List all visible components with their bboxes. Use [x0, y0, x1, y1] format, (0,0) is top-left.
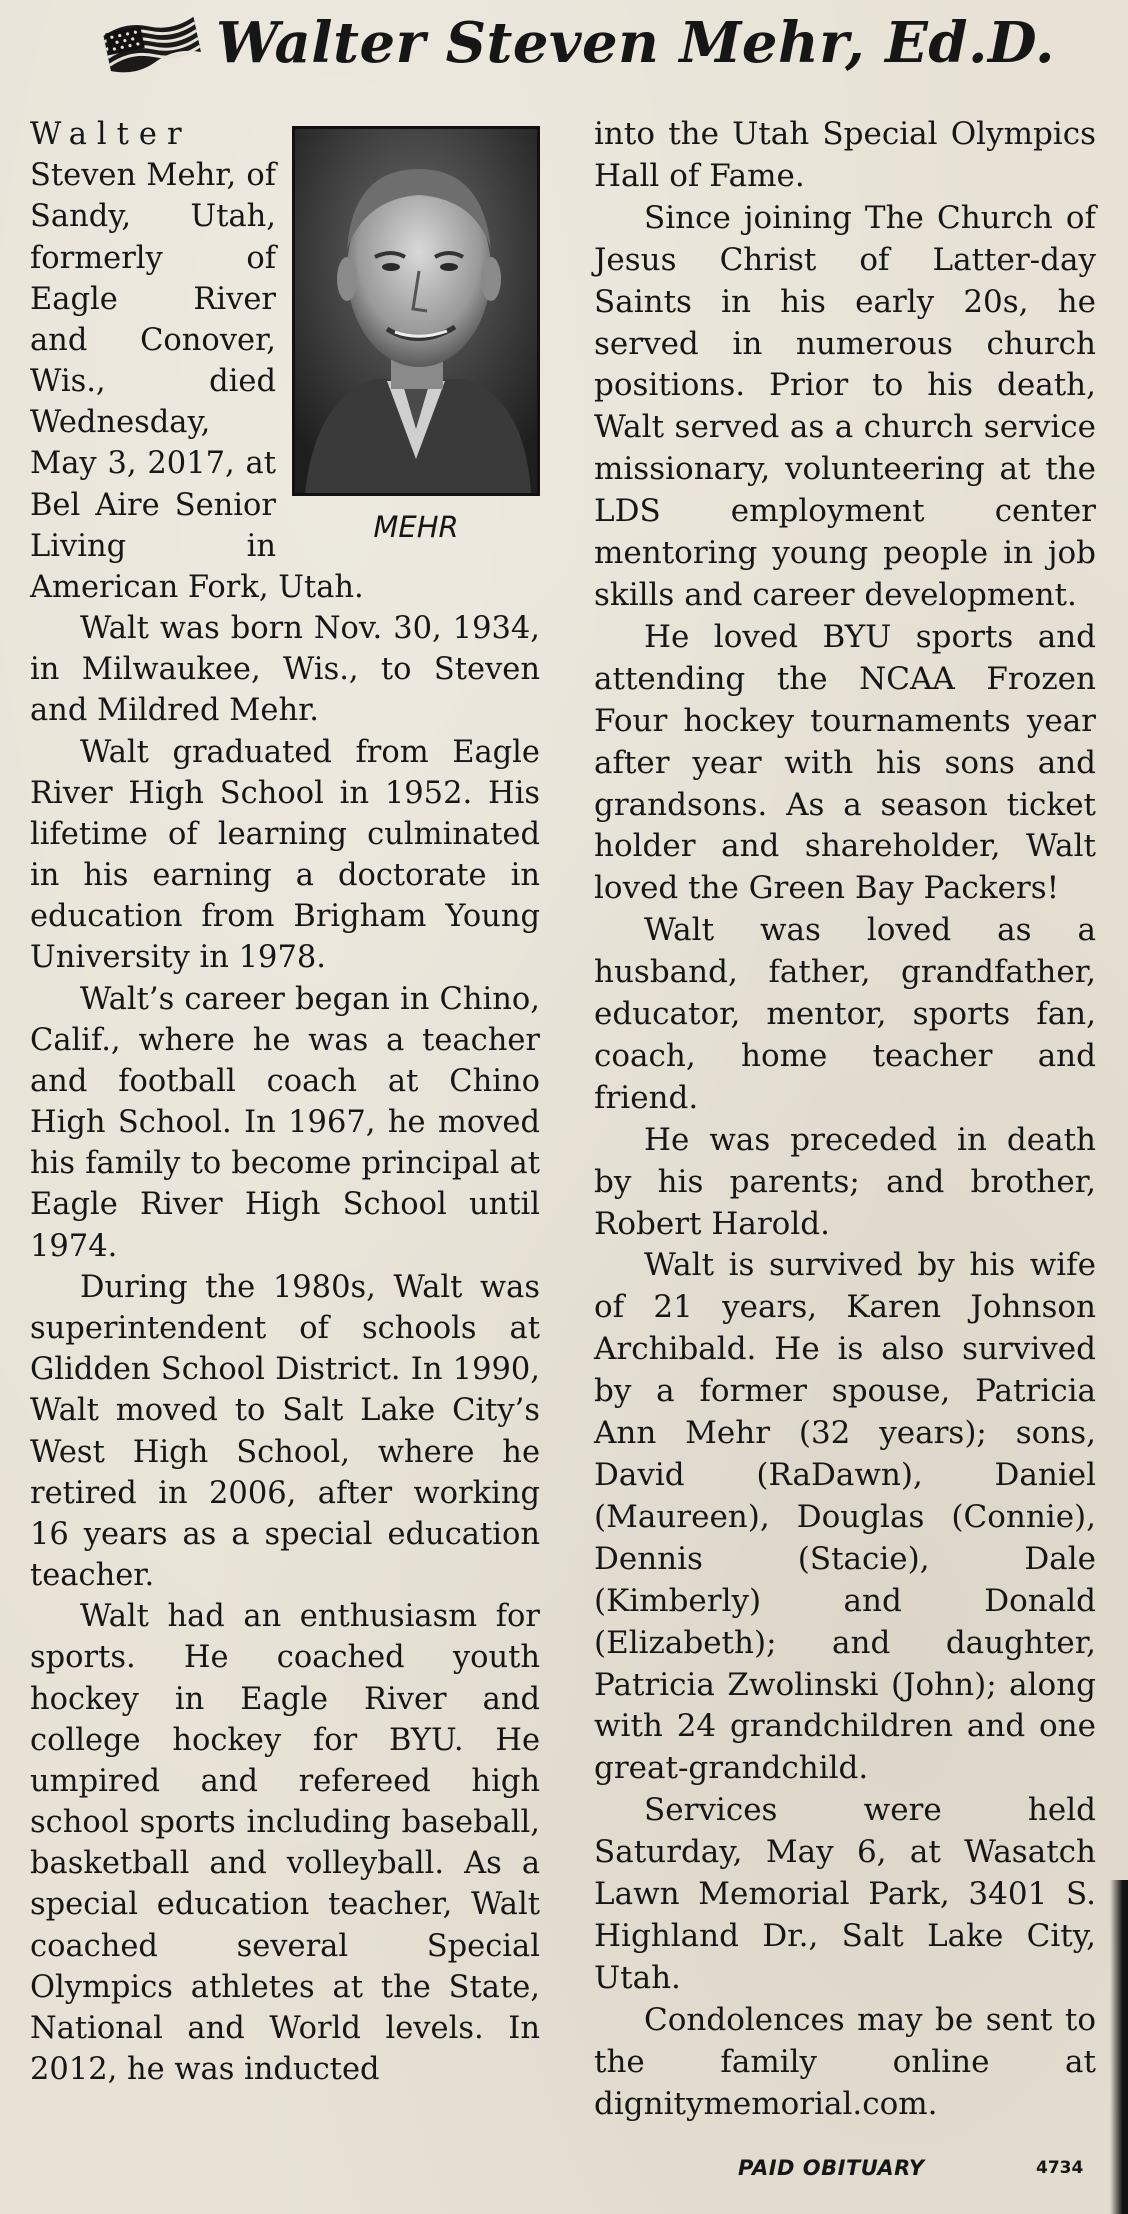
obituary-paragraph: Walt graduated from Eagle River High School in 1952. His lifetime of learning culminated in his earning a doctorate in education from Brigham Young University in 1978. [30, 734, 540, 976]
lead-word: Walter [30, 117, 192, 152]
obituary-paragraph: Walt was born Nov. 30, 1934, in Milwaukee, Wis., to Steven and Mildred Mehr. [30, 611, 540, 729]
portrait-photo [292, 126, 540, 496]
obituary-paragraph: He was preceded in death by his parents; and brother, Robert Harold. [594, 1121, 1096, 1242]
obituary-paragraph: He loved BYU sports and attending the NCAA Frozen Four hockey tournaments year after year with his sons and grandsons. As a season ticket holder and shareholder, Walt loved the Green Bay Packers! [594, 618, 1096, 907]
headline [100, 4, 1110, 82]
obituary-title: Walter Steven Mehr, Ed.D. [216, 10, 1056, 76]
obituary-paragraph: During the 1980s, Walt was superintendent of schools at Glidden School District. In 1990, Walt moved to Salt Lake City’s West High School, where he retired in 2006, after working 16 years as a special education teacher. [30, 1269, 540, 1594]
portrait-figure [292, 126, 540, 550]
obituary-paragraph: into the Utah Special Olympics Hall of Fame. [594, 116, 1096, 194]
obituary-paragraph: Walt was loved as a husband, father, grandfather, educator, mentor, sports fan, coach, home teacher and friend. [594, 912, 1096, 1116]
photo-caption: MEHR [373, 510, 459, 544]
american-flag-icon [100, 12, 204, 74]
right-column [594, 114, 1096, 2126]
obituary-paragraph: Since joining The Church of Jesus Christ of Latter-day Saints in his early 20s, he served in numerous church positions. Prior to his death, Walt served as a church service missionary, volunteering at the LDS employment center mentoring young people in job skills and career development. [594, 199, 1096, 613]
ad-number: 4734 [1036, 2158, 1084, 2178]
obituary-paragraph: Walt had an enthusiasm for sports. He coached youth hockey in Eagle River and college hockey for BYU. He umpired and refereed high school sports including baseball, basketball and volleyball. As a special education teacher, Walt coached several Special Olympics athletes at the State, National and World levels. In 2012, he was inducted [30, 1599, 540, 2088]
left-column [30, 114, 540, 2090]
obituary-paragraph: Condolences may be sent to the family online at dignitymemorial.com. [594, 2001, 1096, 2122]
obituary-paragraph: Walt’s career began in Chino, Calif., where he was a teacher and football coach at Chino High School. In 1967, he moved his family to become principal at Eagle River High School until 1974. [30, 981, 540, 1264]
intro-text: Steven Mehr, of Sandy, Utah, formerly of Eagle River and Conover, Wis., died Wednesday, May 3, 2017, at Bel Aire Senior Living in American Fork, Utah. [30, 158, 364, 605]
paid-obituary-label: PAID OBITUARY [738, 2156, 925, 2180]
portrait-image [295, 129, 537, 493]
obituary-paragraph: Services were held Saturday, May 6, at Wasatch Lawn Memorial Park, 3401 S. Highland Dr., Salt Lake City, Utah. [594, 1792, 1096, 1996]
page-edge-shadow [1110, 1880, 1128, 2214]
obituary-footer [594, 2152, 1094, 2192]
obituary-paragraph: Walt is survived by his wife of 21 years, Karen Johnson Archibald. He is also survived by a former spouse, Patricia Ann Mehr (32 years); sons, David (RaDawn), Daniel (Maureen), Douglas (Connie), Dennis (Stacie), Dale (Kimberly) and Donald (Elizabeth); and daughter, Patricia Zwolinski (John); along with 24 grandchildren and one great-grandchild. [594, 1247, 1096, 1787]
